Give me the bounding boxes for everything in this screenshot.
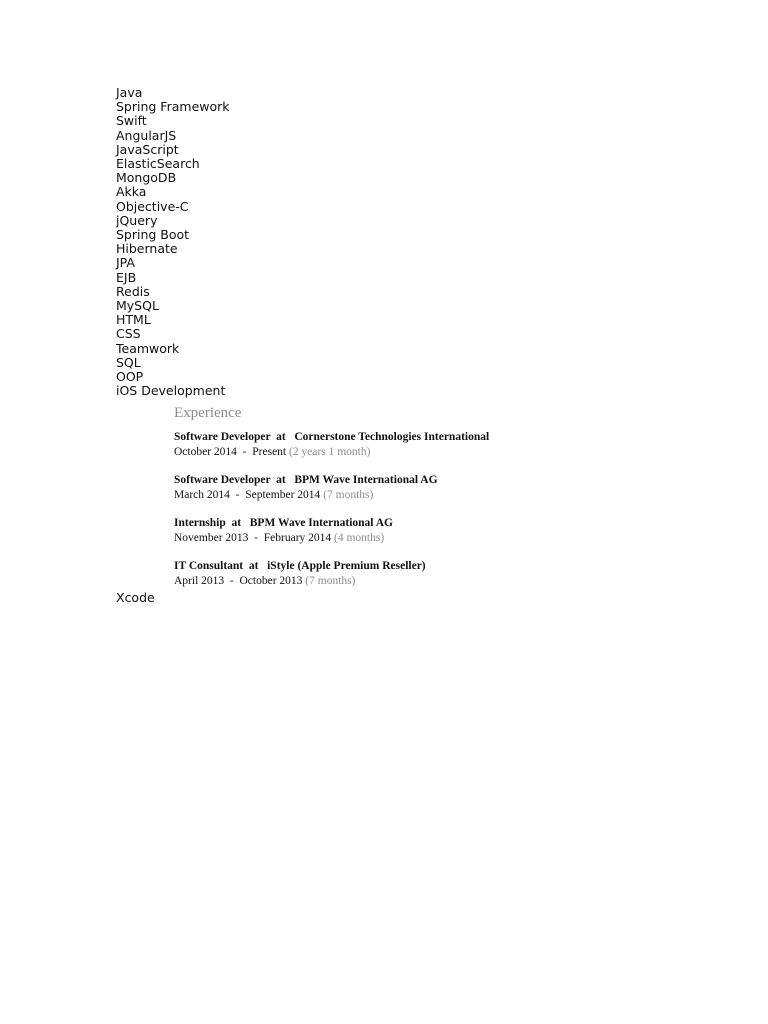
experience-entry xyxy=(174,473,489,503)
job-dates-line xyxy=(174,574,489,589)
skill-item: MongoDB xyxy=(116,170,177,186)
skill-item: Swift xyxy=(116,113,147,129)
job-title-line xyxy=(174,473,489,488)
skill-item: Teamwork xyxy=(116,340,180,356)
job-company: iStyle (Apple Premium Reseller) xyxy=(267,560,426,572)
date-separator: - xyxy=(254,532,259,544)
skill-item: Spring Framework xyxy=(116,99,230,115)
skill-item: MySQL xyxy=(116,298,159,314)
job-role: Software Developer xyxy=(174,474,271,486)
skill-item: HTML xyxy=(116,312,151,328)
job-role: Software Developer xyxy=(174,431,271,443)
skill-item: jQuery xyxy=(116,212,158,228)
job-duration: (4 months) xyxy=(334,532,385,544)
skill-item: JavaScript xyxy=(116,141,179,157)
skill-item: Spring Boot xyxy=(116,227,190,243)
skill-item: Redis xyxy=(116,283,150,299)
job-dates-line xyxy=(174,445,489,460)
job-end-date: Present xyxy=(252,446,287,458)
experience-entry xyxy=(174,430,489,460)
job-end-date: September 2014 xyxy=(245,489,321,501)
job-start-date: March 2014 xyxy=(174,489,230,501)
date-separator: - xyxy=(229,575,234,587)
job-role: Internship xyxy=(174,517,226,529)
job-end-date: October 2013 xyxy=(239,575,303,587)
experience-heading: Experience xyxy=(174,405,242,421)
skill-item: JPA xyxy=(116,255,135,271)
job-duration: (7 months) xyxy=(305,575,356,587)
job-title-line xyxy=(174,559,489,574)
date-separator: - xyxy=(242,446,247,458)
job-company: BPM Wave International AG xyxy=(294,474,438,486)
job-title-line xyxy=(174,516,489,531)
job-connector: at xyxy=(248,560,259,572)
experience-entry xyxy=(174,516,489,546)
experience-entry xyxy=(174,559,489,589)
job-duration: (7 months) xyxy=(323,489,374,501)
job-dates-line xyxy=(174,488,489,503)
job-start-date: April 2013 xyxy=(174,575,225,587)
job-start-date: October 2014 xyxy=(174,446,237,458)
skill-item: EJB xyxy=(116,269,137,285)
job-connector: at xyxy=(231,517,242,529)
skill-item: CSS xyxy=(116,326,141,342)
job-company: BPM Wave International AG xyxy=(249,517,393,529)
skills-list xyxy=(116,86,230,398)
job-dates-line xyxy=(174,531,489,546)
skill-item: Hibernate xyxy=(116,241,178,257)
skill-item: AngularJS xyxy=(116,127,177,143)
skill-item-trailing: Xcode xyxy=(116,590,155,605)
experience-section xyxy=(174,404,489,602)
skill-item: SQL xyxy=(116,354,141,370)
job-duration: (2 years 1 month) xyxy=(289,446,371,458)
job-connector: at xyxy=(276,431,286,443)
job-company: Cornerstone Technologies International xyxy=(294,431,490,443)
job-connector: at xyxy=(276,474,286,486)
job-start-date: November 2013 xyxy=(174,532,249,544)
job-title-line xyxy=(174,430,489,445)
skill-item: Objective-C xyxy=(116,198,189,214)
job-role: IT Consultant xyxy=(174,560,244,572)
skill-item: Java xyxy=(116,85,143,100)
skill-item: Akka xyxy=(116,184,147,200)
skill-item: OOP xyxy=(116,369,144,385)
job-end-date: February 2014 xyxy=(263,532,332,544)
skill-item: iOS Development xyxy=(116,383,226,399)
skill-item: ElasticSearch xyxy=(116,156,200,172)
date-separator: - xyxy=(235,489,240,501)
